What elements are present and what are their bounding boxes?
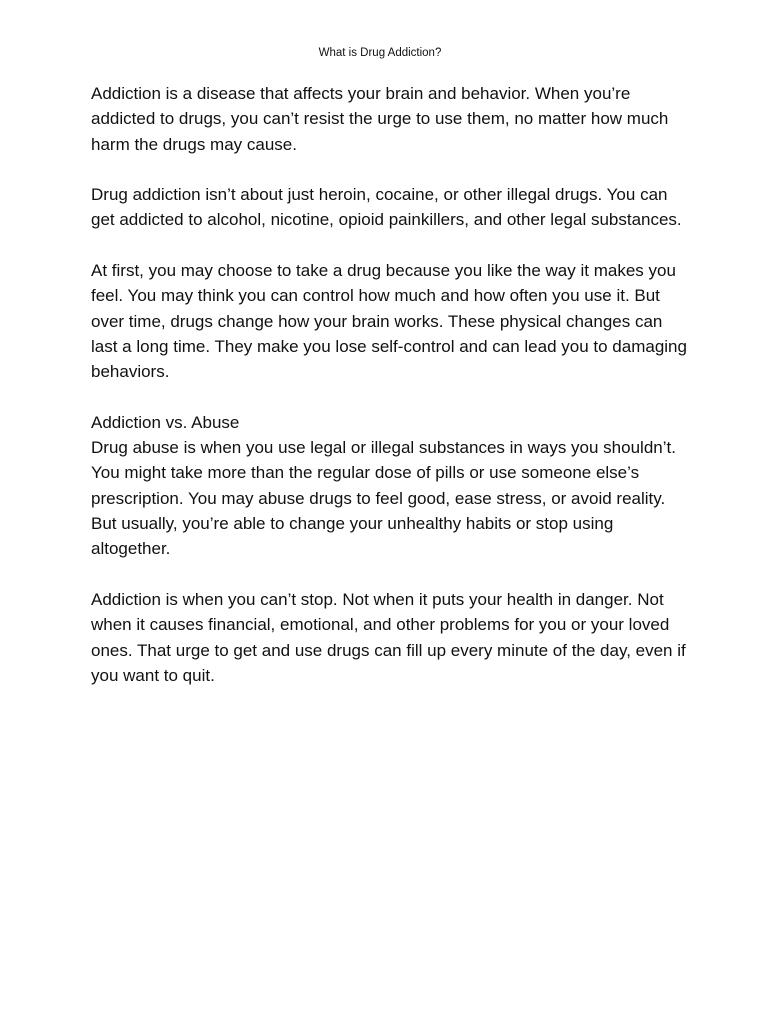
paragraph-1: Addiction is a disease that affects your brain and behavior. When you’re addicted to drugs, you can’t resist the urge to use them, no matter how much harm the drugs may cause. (91, 84, 669, 154)
section-paragraph-2: Addiction is when you can’t stop. Not when it puts your health in danger. Not when it causes financial, emotional, and other problems for you or your loved ones. That urge to get and use drugs can fill up every minute of the day, even if you want to quit. (91, 589, 686, 685)
section-heading: Addiction vs. Abuse (91, 412, 240, 432)
document-body (91, 81, 691, 688)
document-title (0, 45, 768, 61)
section-paragraph-1: Drug abuse is when you use legal or illegal substances in ways you shouldn’t. You might take more than the regular dose of pills or use someone else’s prescription. You may abuse drugs to feel good, ease stress, or avoid reality. But usually, you’re able to change your unhealthy habits or stop using altogether. (91, 438, 676, 559)
document-title-text: What is Drug Addiction? (318, 47, 442, 59)
paragraph-2: Drug addiction isn’t about just heroin, cocaine, or other illegal drugs. You can get addicted to alcohol, nicotine, opioid painkillers, and other legal substances. (91, 185, 682, 230)
paragraph-3: At first, you may choose to take a drug because you like the way it makes you feel. You may think you can control how much and how often you use it. But over time, drugs change how your brain works. These physical changes can last a long time. They make you lose self-control and can lead you to damaging behaviors. (91, 261, 687, 382)
